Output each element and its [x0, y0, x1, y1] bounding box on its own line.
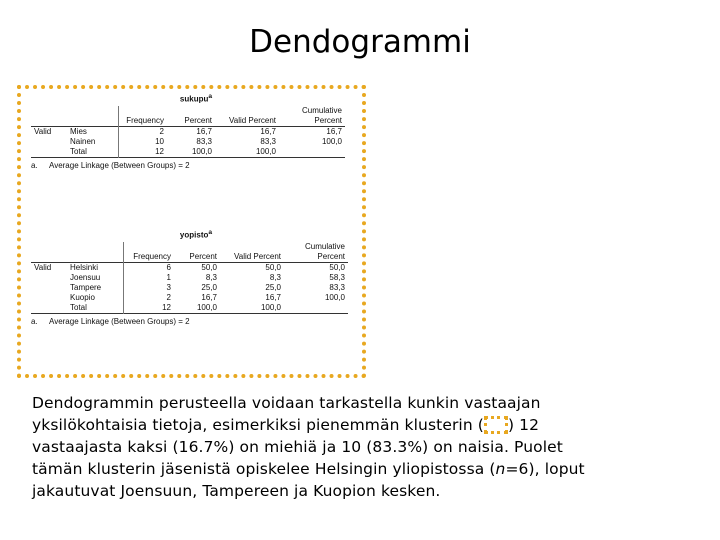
- body-paragraph: [32, 392, 712, 502]
- column-header: Frequency: [126, 115, 164, 125]
- table-grid: [31, 242, 348, 314]
- table-grid: [31, 106, 345, 158]
- body-line: Dendogrammin perusteella voidaan tarkastella kunkin vastaajan: [32, 394, 541, 412]
- column-header: Percent: [189, 251, 217, 261]
- column-header: Cumulative Percent: [304, 241, 345, 261]
- table-footnote: a. Average Linkage (Between Groups) = 2: [31, 316, 190, 326]
- column-header: Cumulative Percent: [301, 105, 342, 125]
- column-header: Valid Percent: [229, 115, 276, 125]
- table-row: Tampere 3 25,0 25,0 83,3: [31, 283, 348, 293]
- body-line: vastaajasta kaksi (16.7%) on miehiä ja 10 (83.3%) on naisia. Puolet: [32, 438, 563, 456]
- table-row: Valid Helsinki 6 50,0 50,0 50,0: [34, 262, 345, 272]
- body-line: tämän klusterin jäsenistä opiskelee Helsingin yliopistossa (n=6), loput: [32, 460, 585, 478]
- highlight-marker: [484, 416, 508, 434]
- column-header: Percent: [184, 115, 212, 125]
- column-header: Frequency: [133, 251, 171, 261]
- body-line: jakautuvat Joensuun, Tampereen ja Kuopion kesken.: [32, 482, 441, 500]
- table-row: Total 12 100,0 100,0: [31, 303, 348, 314]
- column-header: Valid Percent: [234, 251, 281, 261]
- body-line: yksilökohtaisia tietoja, esimerkiksi pienemmän klusterin ( ) 12: [32, 416, 540, 434]
- table-title: sukupu$^a$: [179, 93, 213, 104]
- spss-output-frame: [17, 85, 366, 378]
- table-title: yopisto$^a$: [179, 229, 213, 240]
- slide-title: Dendogrammi: [249, 24, 471, 60]
- table-row: Joensuu 1 8,3 8,3 58,3: [31, 273, 348, 283]
- frequency-table-sukupu: [31, 93, 361, 170]
- table-row: Valid Mies 2 16,7 16,7 16,7: [34, 126, 342, 136]
- table-footnote: a. Average Linkage (Between Groups) = 2: [31, 160, 190, 170]
- table-row: Nainen 10 83,3 83,3 100,0: [31, 137, 345, 147]
- table-row: Total 12 100,0 100,0: [31, 147, 345, 158]
- frequency-table-yopisto: [31, 229, 361, 326]
- table-row: Kuopio 2 16,7 16,7 100,0: [31, 293, 348, 303]
